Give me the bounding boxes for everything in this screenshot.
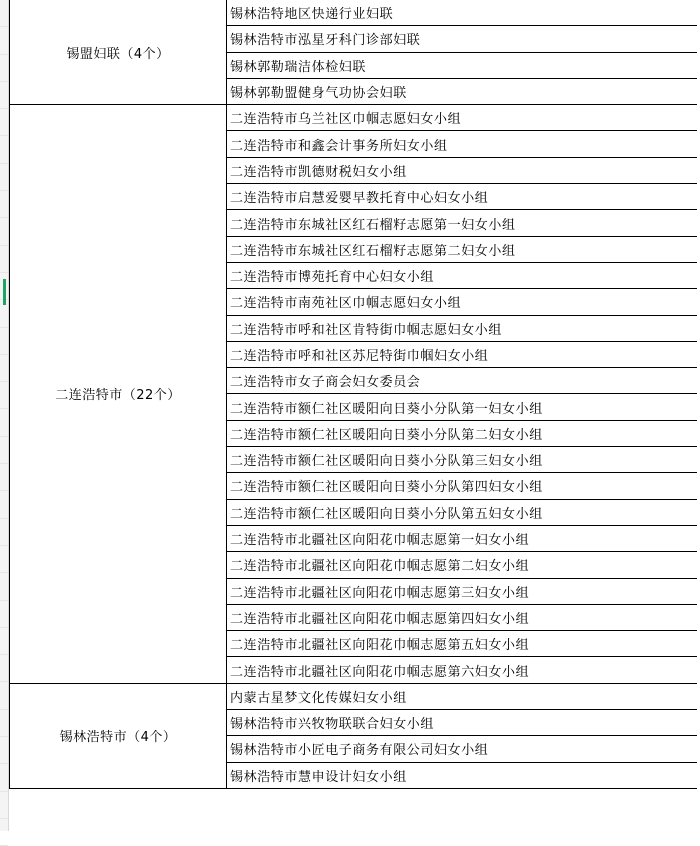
- gutter-row-line: [0, 437, 8, 464]
- table-row: [10, 683, 698, 709]
- gutter-row-line: [0, 491, 8, 518]
- gutter-row-line: [0, 628, 8, 655]
- group-label-cell[interactable]: 锡盟妇联（4个）: [10, 0, 227, 105]
- gutter-row-line: [0, 792, 8, 819]
- gutter-row-line: [0, 710, 8, 737]
- table-row: [10, 0, 698, 26]
- member-name-cell[interactable]: 二连浩特市北疆社区向阳花巾帼志愿第六妇女小组: [227, 657, 698, 683]
- member-name-cell[interactable]: 二连浩特市额仁社区暖阳向日葵小分队第四妇女小组: [227, 473, 698, 499]
- member-name-cell[interactable]: 锡林浩特市兴牧物联联合妇女小组: [227, 710, 698, 736]
- gutter-row-line: [0, 191, 8, 218]
- member-name-cell[interactable]: 二连浩特市凯德财税妇女小组: [227, 157, 698, 183]
- member-name-cell[interactable]: 二连浩特市女子商会妇女委员会: [227, 368, 698, 394]
- member-name-cell[interactable]: 二连浩特市呼和社区苏尼特街巾帼妇女小组: [227, 341, 698, 367]
- member-name-cell[interactable]: 二连浩特市乌兰社区巾帼志愿妇女小组: [227, 105, 698, 131]
- member-name-cell[interactable]: 二连浩特市呼和社区肯特街巾帼志愿妇女小组: [227, 315, 698, 341]
- member-name-cell[interactable]: 二连浩特市东城社区红石榴籽志愿第二妇女小组: [227, 236, 698, 262]
- member-name-cell[interactable]: 锡林浩特市泓星牙科门诊部妇联: [227, 26, 698, 52]
- spreadsheet-table: [9, 0, 698, 789]
- member-name-cell[interactable]: 锡林郭勒盟健身气功协会妇联: [227, 78, 698, 104]
- member-name-cell[interactable]: 二连浩特市北疆社区向阳花巾帼志愿第一妇女小组: [227, 525, 698, 551]
- member-name-cell[interactable]: 二连浩特市东城社区红石榴籽志愿第一妇女小组: [227, 210, 698, 236]
- gutter-row-line: [0, 655, 8, 682]
- gutter-row-line: [0, 737, 8, 764]
- member-name-cell[interactable]: 锡林浩特地区快递行业妇联: [227, 0, 698, 26]
- member-name-cell[interactable]: 二连浩特市北疆社区向阳花巾帼志愿第五妇女小组: [227, 631, 698, 657]
- group-label-cell[interactable]: 二连浩特市（22个）: [10, 105, 227, 684]
- gutter-row-line: [0, 55, 8, 82]
- member-name-cell[interactable]: 二连浩特市北疆社区向阳花巾帼志愿第三妇女小组: [227, 578, 698, 604]
- member-name-cell[interactable]: 二连浩特市启慧爱婴早教托育中心妇女小组: [227, 184, 698, 210]
- group-label-cell[interactable]: 锡林浩特市（4个）: [10, 683, 227, 788]
- member-name-cell[interactable]: 二连浩特市北疆社区向阳花巾帼志愿第二妇女小组: [227, 552, 698, 578]
- gutter-row-line: [0, 328, 8, 355]
- gutter-row-line: [0, 573, 8, 600]
- member-name-cell[interactable]: 二连浩特市博苑托育中心妇女小组: [227, 262, 698, 288]
- gutter-row-line: [0, 82, 8, 109]
- member-name-cell[interactable]: 二连浩特市南苑社区巾帼志愿妇女小组: [227, 289, 698, 315]
- gutter-row-line: [0, 819, 8, 846]
- gutter-row-line: [0, 0, 8, 27]
- gutter-row-line: [0, 109, 8, 136]
- member-name-cell[interactable]: 二连浩特市和鑫会计事务所妇女小组: [227, 131, 698, 157]
- gutter-row-line: [0, 546, 8, 573]
- gutter-row-line: [0, 464, 8, 491]
- member-name-cell[interactable]: 二连浩特市北疆社区向阳花巾帼志愿第四妇女小组: [227, 604, 698, 630]
- gutter-row-line: [0, 382, 8, 409]
- gutter-row-line: [0, 519, 8, 546]
- member-name-cell[interactable]: 二连浩特市额仁社区暖阳向日葵小分队第二妇女小组: [227, 420, 698, 446]
- table-row: [10, 105, 698, 131]
- member-name-cell[interactable]: 锡林浩特市慧申设计妇女小组: [227, 762, 698, 788]
- row-header-gutter: [0, 0, 9, 831]
- member-name-cell[interactable]: 二连浩特市额仁社区暖阳向日葵小分队第三妇女小组: [227, 447, 698, 473]
- gutter-row-line: [0, 246, 8, 273]
- member-name-cell[interactable]: 二连浩特市额仁社区暖阳向日葵小分队第五妇女小组: [227, 499, 698, 525]
- gutter-row-line: [0, 601, 8, 628]
- selected-row-marker: [3, 279, 6, 305]
- member-name-cell[interactable]: 内蒙古星梦文化传媒妇女小组: [227, 683, 698, 709]
- gutter-row-line: [0, 355, 8, 382]
- member-name-cell[interactable]: 锡林郭勒瑞洁体检妇联: [227, 52, 698, 78]
- gutter-row-line: [0, 136, 8, 163]
- member-name-cell[interactable]: 二连浩特市额仁社区暖阳向日葵小分队第一妇女小组: [227, 394, 698, 420]
- gutter-row-line: [0, 164, 8, 191]
- member-name-cell[interactable]: 锡林浩特市小匠电子商务有限公司妇女小组: [227, 736, 698, 762]
- gutter-row-line: [0, 409, 8, 436]
- gutter-row-line: [0, 218, 8, 245]
- gutter-row-line: [0, 27, 8, 54]
- gutter-row-line: [0, 682, 8, 709]
- gutter-row-line: [0, 764, 8, 791]
